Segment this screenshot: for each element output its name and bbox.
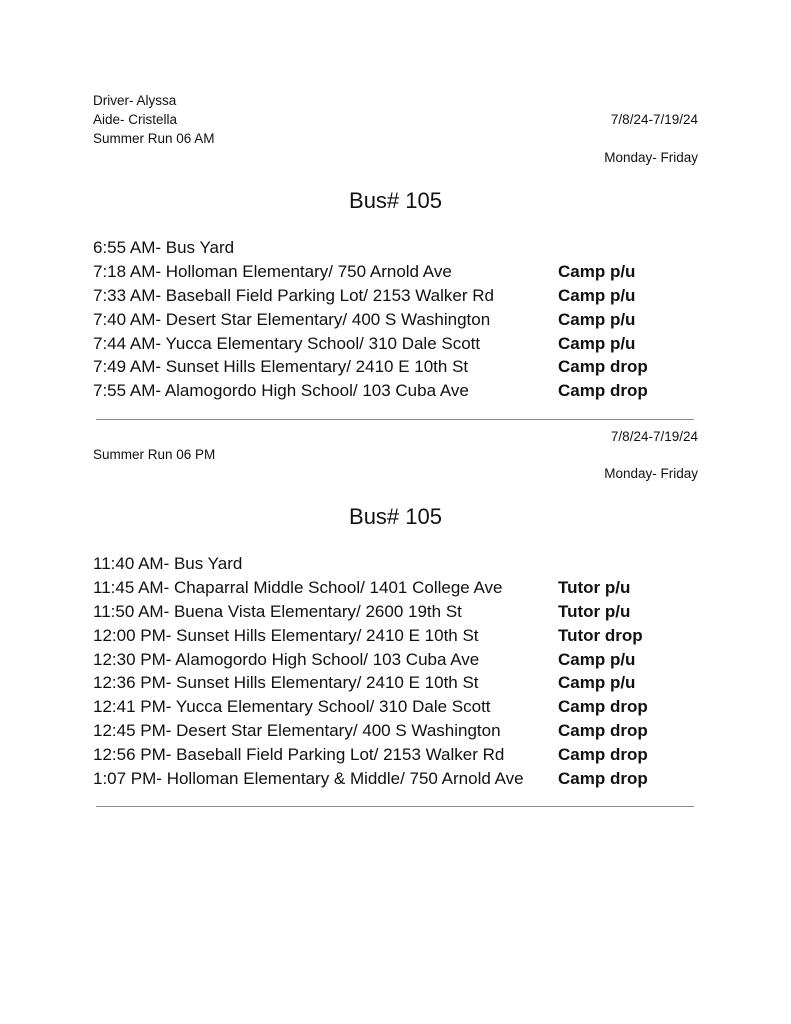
am-stop-row [93,236,713,260]
stop-action: Camp drop [558,721,648,741]
stop-action: Camp p/u [558,333,636,353]
stop-time-location: 12:30 PM- Alamogordo High School/ 103 Cuba Ave [93,649,480,669]
pm-stop-list [93,552,713,791]
pm-stop-row [93,552,713,576]
stop-time-location: 7:18 AM- Holloman Elementary/ 750 Arnold Ave [93,261,452,281]
pm-stop-row [93,624,713,648]
stop-action: Camp drop [558,357,648,377]
stop-action: Tutor p/u [558,601,631,621]
am-stop-row [93,308,713,332]
stop-action: Camp p/u [558,261,636,281]
stop-action: Tutor drop [558,625,643,645]
section-divider [96,419,694,420]
stop-time-location: 12:56 PM- Baseball Field Parking Lot/ 2153 Walker Rd [93,745,505,765]
stop-time-location: 1:07 PM- Holloman Elementary & Middle/ 750 Arnold Ave [93,769,524,789]
am-stop-row [93,260,713,284]
driver-label: Driver- Alyssa [93,93,177,108]
stop-time-location: 7:55 AM- Alamogordo High School/ 103 Cuba Ave [93,381,469,401]
stop-action: Tutor p/u [558,577,631,597]
stop-action: Camp drop [558,769,648,789]
am-stop-row [93,379,713,403]
stop-time-location: 12:41 PM- Yucca Elementary School/ 310 Dale Scott [93,697,491,717]
am-stop-list [93,236,713,403]
stop-action: Camp drop [558,745,648,765]
am-stop-row [93,284,713,308]
pm-stop-row [93,767,713,791]
stop-time-location: 7:44 AM- Yucca Elementary School/ 310 Dale Scott [93,333,481,353]
pm-stop-row [93,719,713,743]
stop-time-location: 7:40 AM- Desert Star Elementary/ 400 S Washington [93,309,491,329]
pm-days: Monday- Friday [604,466,698,481]
stop-time-location: 12:45 PM- Desert Star Elementary/ 400 S Washington [93,721,501,741]
stop-time-location: 7:49 AM- Sunset Hills Elementary/ 2410 E 10th St [93,357,469,377]
stop-time-location: 12:00 PM- Sunset Hills Elementary/ 2410 E 10th St [93,625,479,645]
am-run-name: Summer Run 06 AM [93,131,215,146]
section-divider [96,806,694,807]
pm-stop-row [93,743,713,767]
am-stop-row [93,355,713,379]
pm-stop-row [93,671,713,695]
am-date-range: 7/8/24-7/19/24 [610,112,698,127]
stop-action: Camp drop [558,697,648,717]
stop-time-location: 12:36 PM- Sunset Hills Elementary/ 2410 E 10th St [93,673,479,693]
pm-stop-row [93,576,713,600]
pm-date-range: 7/8/24-7/19/24 [610,429,698,444]
pm-bus-title: Bus# 105 [349,504,442,529]
stop-time-location: 11:40 AM- Bus Yard [93,554,243,573]
stop-action: Camp p/u [558,309,636,329]
stop-time-location: 11:50 AM- Buena Vista Elementary/ 2600 19th St [93,601,462,621]
am-bus-title: Bus# 105 [349,188,442,213]
am-days: Monday- Friday [604,150,698,165]
aide-label: Aide- Cristella [93,112,178,127]
stop-action: Camp drop [558,381,648,401]
stop-time-location: 7:33 AM- Baseball Field Parking Lot/ 2153 Walker Rd [93,285,494,305]
pm-stop-row [93,600,713,624]
stop-time-location: 6:55 AM- Bus Yard [93,238,235,257]
am-stop-row [93,332,713,356]
stop-action: Camp p/u [558,285,636,305]
stop-time-location: 11:45 AM- Chaparral Middle School/ 1401 College Ave [93,577,503,597]
pm-stop-row [93,695,713,719]
pm-stop-row [93,648,713,672]
stop-action: Camp p/u [558,673,636,693]
pm-run-name: Summer Run 06 PM [93,447,216,462]
stop-action: Camp p/u [558,649,636,669]
